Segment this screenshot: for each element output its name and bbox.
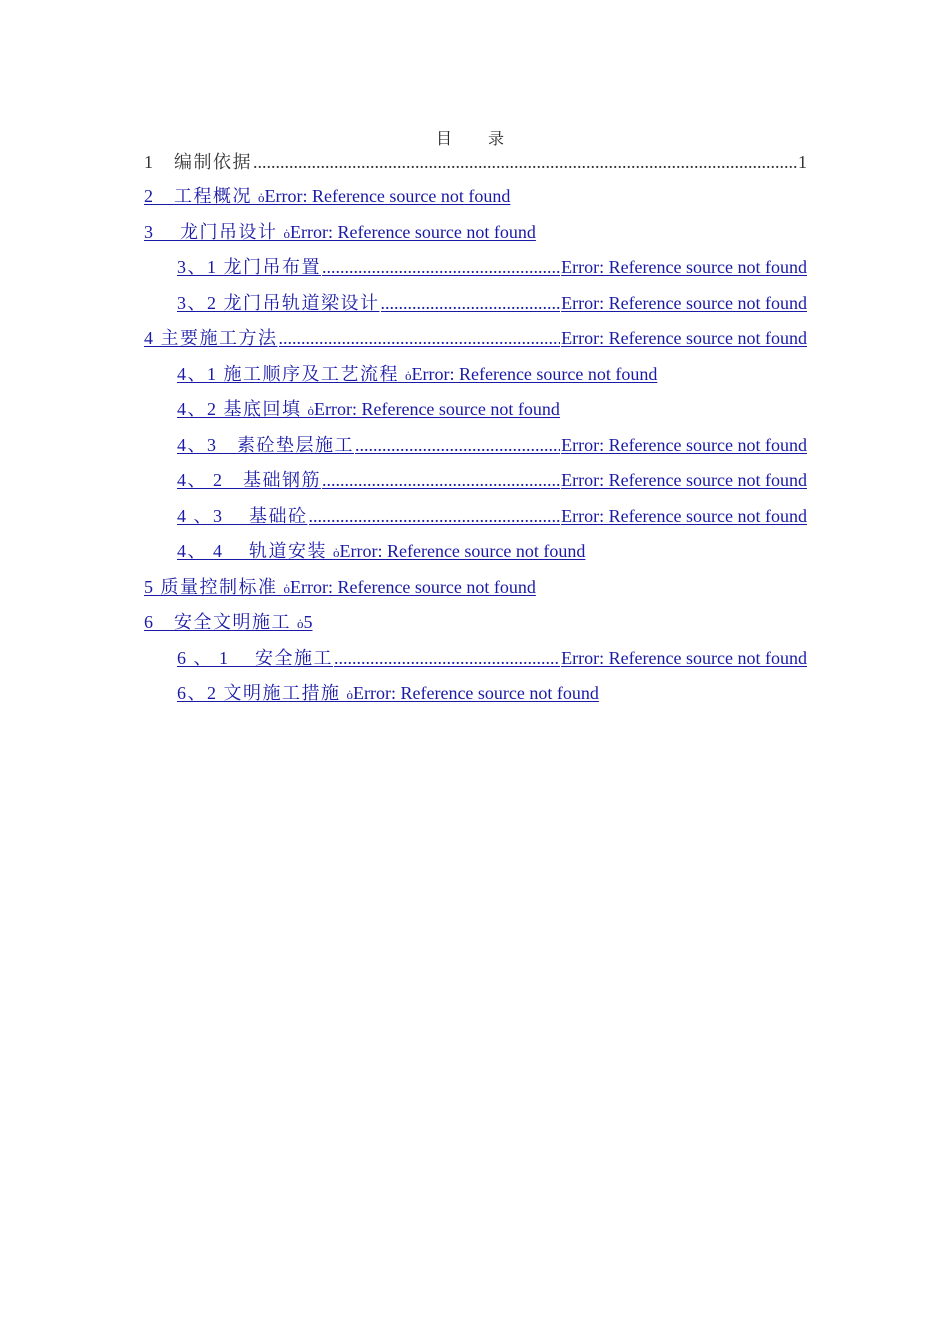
toc-page-ref: 1 bbox=[798, 152, 807, 172]
toc-link[interactable] bbox=[144, 186, 510, 206]
toc-entry-title: 4 主要施工方法 bbox=[144, 328, 278, 348]
toc-leader-dots bbox=[279, 328, 561, 348]
toc-entry[interactable] bbox=[177, 470, 807, 506]
toc-page-ref: Error: Reference source not found bbox=[290, 576, 536, 597]
toc-page-ref: Error: Reference source not found bbox=[314, 399, 560, 419]
toc-page-ref: Error: Reference source not found bbox=[264, 186, 511, 206]
toc-page-ref: Error: Reference source not found bbox=[290, 221, 536, 242]
tab-marker: ȯ bbox=[297, 616, 304, 631]
toc-entry[interactable] bbox=[144, 186, 807, 222]
toc-entry-title: 3、2 龙门吊轨道梁设计 bbox=[177, 292, 380, 313]
toc-link[interactable] bbox=[177, 470, 807, 490]
toc-page-ref: Error: Reference source not found bbox=[561, 257, 807, 277]
toc-link[interactable] bbox=[177, 293, 807, 313]
toc-entry[interactable] bbox=[177, 648, 807, 684]
tab-marker: ȯ bbox=[258, 190, 265, 205]
toc-entry[interactable] bbox=[177, 293, 807, 329]
toc-link[interactable] bbox=[177, 364, 657, 384]
toc-link[interactable] bbox=[144, 577, 536, 597]
toc-page-ref: Error: Reference source not found bbox=[561, 328, 807, 348]
toc-entry-title: 4 、3 基础砼 bbox=[177, 505, 308, 526]
toc-entry-title: 6 、 1 安全施工 bbox=[177, 647, 333, 668]
toc-page-ref: Error: Reference source not found bbox=[339, 541, 586, 561]
toc-entry[interactable] bbox=[144, 222, 807, 258]
toc-link[interactable] bbox=[177, 648, 807, 668]
toc-leader-dots bbox=[322, 257, 560, 277]
toc-entry-title: 6 安全文明施工 bbox=[144, 612, 297, 632]
tab-marker: ȯ bbox=[283, 225, 290, 241]
toc-page-ref: Error: Reference source not found bbox=[561, 505, 807, 526]
toc-link[interactable] bbox=[144, 612, 313, 632]
toc-entry[interactable] bbox=[177, 541, 807, 577]
tab-marker: ȯ bbox=[283, 580, 290, 596]
toc-entry-title: 4、2 基底回填 bbox=[177, 399, 308, 419]
toc-link[interactable] bbox=[177, 541, 585, 561]
toc-entry-title: 3 龙门吊设计 bbox=[144, 221, 284, 242]
toc-title: 目 录 bbox=[435, 131, 514, 148]
toc-link[interactable] bbox=[177, 257, 807, 277]
table-of-contents bbox=[144, 152, 807, 719]
toc-page-ref: Error: Reference source not found bbox=[561, 647, 807, 668]
toc-entry-title: 4、1 施工顺序及工艺流程 bbox=[177, 363, 405, 384]
tab-marker: ȯ bbox=[333, 545, 340, 560]
tab-marker: ȯ bbox=[405, 367, 412, 383]
toc-entry-title: 1 编制依据 bbox=[144, 152, 252, 172]
toc-entry-title: 4、 4 轨道安装 bbox=[177, 541, 333, 561]
toc-leader-dots bbox=[334, 648, 560, 668]
toc-link[interactable] bbox=[177, 399, 560, 419]
toc-page-ref: Error: Reference source not found bbox=[561, 434, 807, 455]
toc-link[interactable] bbox=[144, 328, 807, 348]
toc-leader-dots bbox=[381, 293, 561, 313]
toc-link[interactable] bbox=[177, 435, 807, 455]
toc-entry[interactable] bbox=[177, 364, 807, 400]
toc-page-ref: 5 bbox=[303, 612, 313, 632]
toc-entry-title: 3、1 龙门吊布置 bbox=[177, 257, 321, 277]
toc-leader-dots bbox=[309, 506, 561, 526]
toc-entry[interactable] bbox=[177, 683, 807, 719]
toc-link[interactable] bbox=[177, 506, 807, 526]
toc-entry[interactable] bbox=[144, 577, 807, 613]
toc-entry-title: 6、2 文明施工措施 bbox=[177, 683, 347, 703]
toc-page-ref: Error: Reference source not found bbox=[411, 363, 658, 384]
toc-entry-title: 4、3 素砼垫层施工 bbox=[177, 434, 354, 455]
toc-entry[interactable] bbox=[144, 612, 807, 648]
toc-entry[interactable] bbox=[177, 257, 807, 293]
toc-entry-title: 4、 2 基础钢筋 bbox=[177, 470, 321, 490]
toc-page-ref: Error: Reference source not found bbox=[561, 292, 807, 313]
toc-link[interactable] bbox=[177, 683, 599, 703]
tab-marker: ȯ bbox=[307, 403, 314, 418]
toc-leader-dots bbox=[253, 152, 797, 172]
toc-entry bbox=[144, 152, 807, 186]
toc-leader-dots bbox=[355, 435, 560, 455]
toc-entry-title: 5 质量控制标准 bbox=[144, 576, 284, 597]
toc-line bbox=[144, 152, 807, 172]
toc-entry[interactable] bbox=[177, 506, 807, 542]
toc-page-ref: Error: Reference source not found bbox=[353, 683, 599, 703]
toc-entry-title: 2 工程概况 bbox=[144, 186, 258, 206]
toc-entry[interactable] bbox=[177, 399, 807, 435]
toc-entry[interactable] bbox=[144, 328, 807, 364]
tab-marker: ȯ bbox=[346, 687, 353, 702]
toc-entry[interactable] bbox=[177, 435, 807, 471]
toc-link[interactable] bbox=[144, 222, 536, 242]
toc-page-ref: Error: Reference source not found bbox=[561, 470, 807, 490]
toc-leader-dots bbox=[322, 470, 560, 490]
